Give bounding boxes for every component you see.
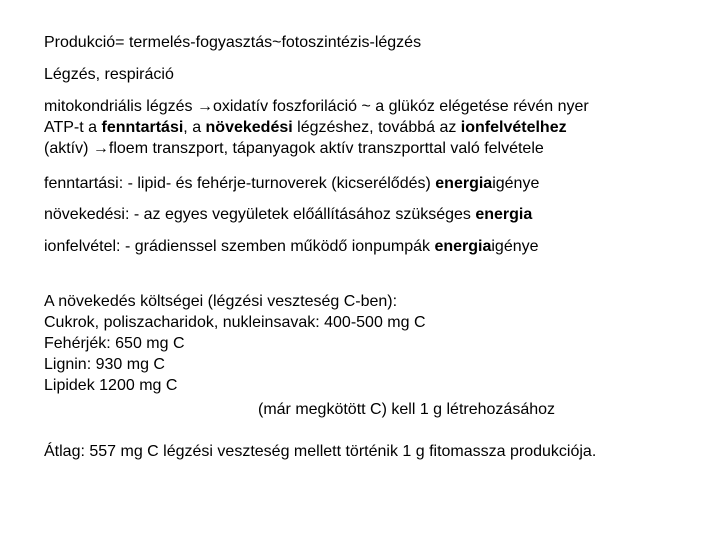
line-produkcio: Produkció= termelés-fogyasztás~fotoszintézis-légzés bbox=[44, 34, 422, 51]
text: , a bbox=[183, 119, 206, 136]
text: légzéshez, továbbá az bbox=[292, 119, 461, 136]
bold-ionfelvetelhez: ionfelvételhez bbox=[460, 119, 567, 136]
text: ATP-t a bbox=[44, 119, 102, 136]
line-atlag: Átlag: 557 mg C légzési veszteség mellett történik 1 g fitomassza produkciója. bbox=[44, 443, 597, 460]
text: növekedési: - az egyes vegyületek előállításához szükséges bbox=[44, 206, 476, 223]
bold-energia: energia bbox=[475, 206, 533, 223]
line-ionfelvetel bbox=[44, 237, 539, 257]
para-mitokondrialis-2 bbox=[44, 118, 567, 138]
costs-title: A növekedés költségei (légzési veszteség C-ben): bbox=[44, 293, 398, 310]
bold-energia: energia bbox=[434, 238, 492, 255]
costs-item: Cukrok, poliszacharidok, nukleinsavak: 400-500 mg C bbox=[44, 314, 426, 331]
text: igénye bbox=[491, 238, 539, 255]
text: fenntartási: - lipid- és fehérje-turnoverek (kicserélődés) bbox=[44, 175, 436, 192]
costs-item: Lipidek 1200 mg C bbox=[44, 377, 178, 394]
para-mitokondrialis-1: mitokondriális légzés →oxidatív foszforiláció ~ a glükóz elégetése révén nyer bbox=[44, 98, 589, 115]
bold-novekedesi: növekedési bbox=[205, 119, 293, 136]
text: igénye bbox=[492, 175, 540, 192]
line-legzes: Légzés, respiráció bbox=[44, 66, 174, 83]
bold-energia: energia bbox=[435, 175, 493, 192]
text: ionfelvétel: - grádienssel szemben működő ionpumpák bbox=[44, 238, 435, 255]
costs-note: (már megkötött C) kell 1 g létrehozásához bbox=[258, 401, 556, 418]
para-mitokondrialis-3: (aktív) →floem transzport, tápanyagok aktív transzporttal való felvétele bbox=[44, 140, 544, 157]
line-fenntartasi bbox=[44, 174, 539, 194]
bold-fenntartasi: fenntartási bbox=[101, 119, 184, 136]
line-novekedesi bbox=[44, 205, 532, 225]
costs-item: Lignin: 930 mg C bbox=[44, 356, 165, 373]
costs-item: Fehérjék: 650 mg C bbox=[44, 335, 185, 352]
